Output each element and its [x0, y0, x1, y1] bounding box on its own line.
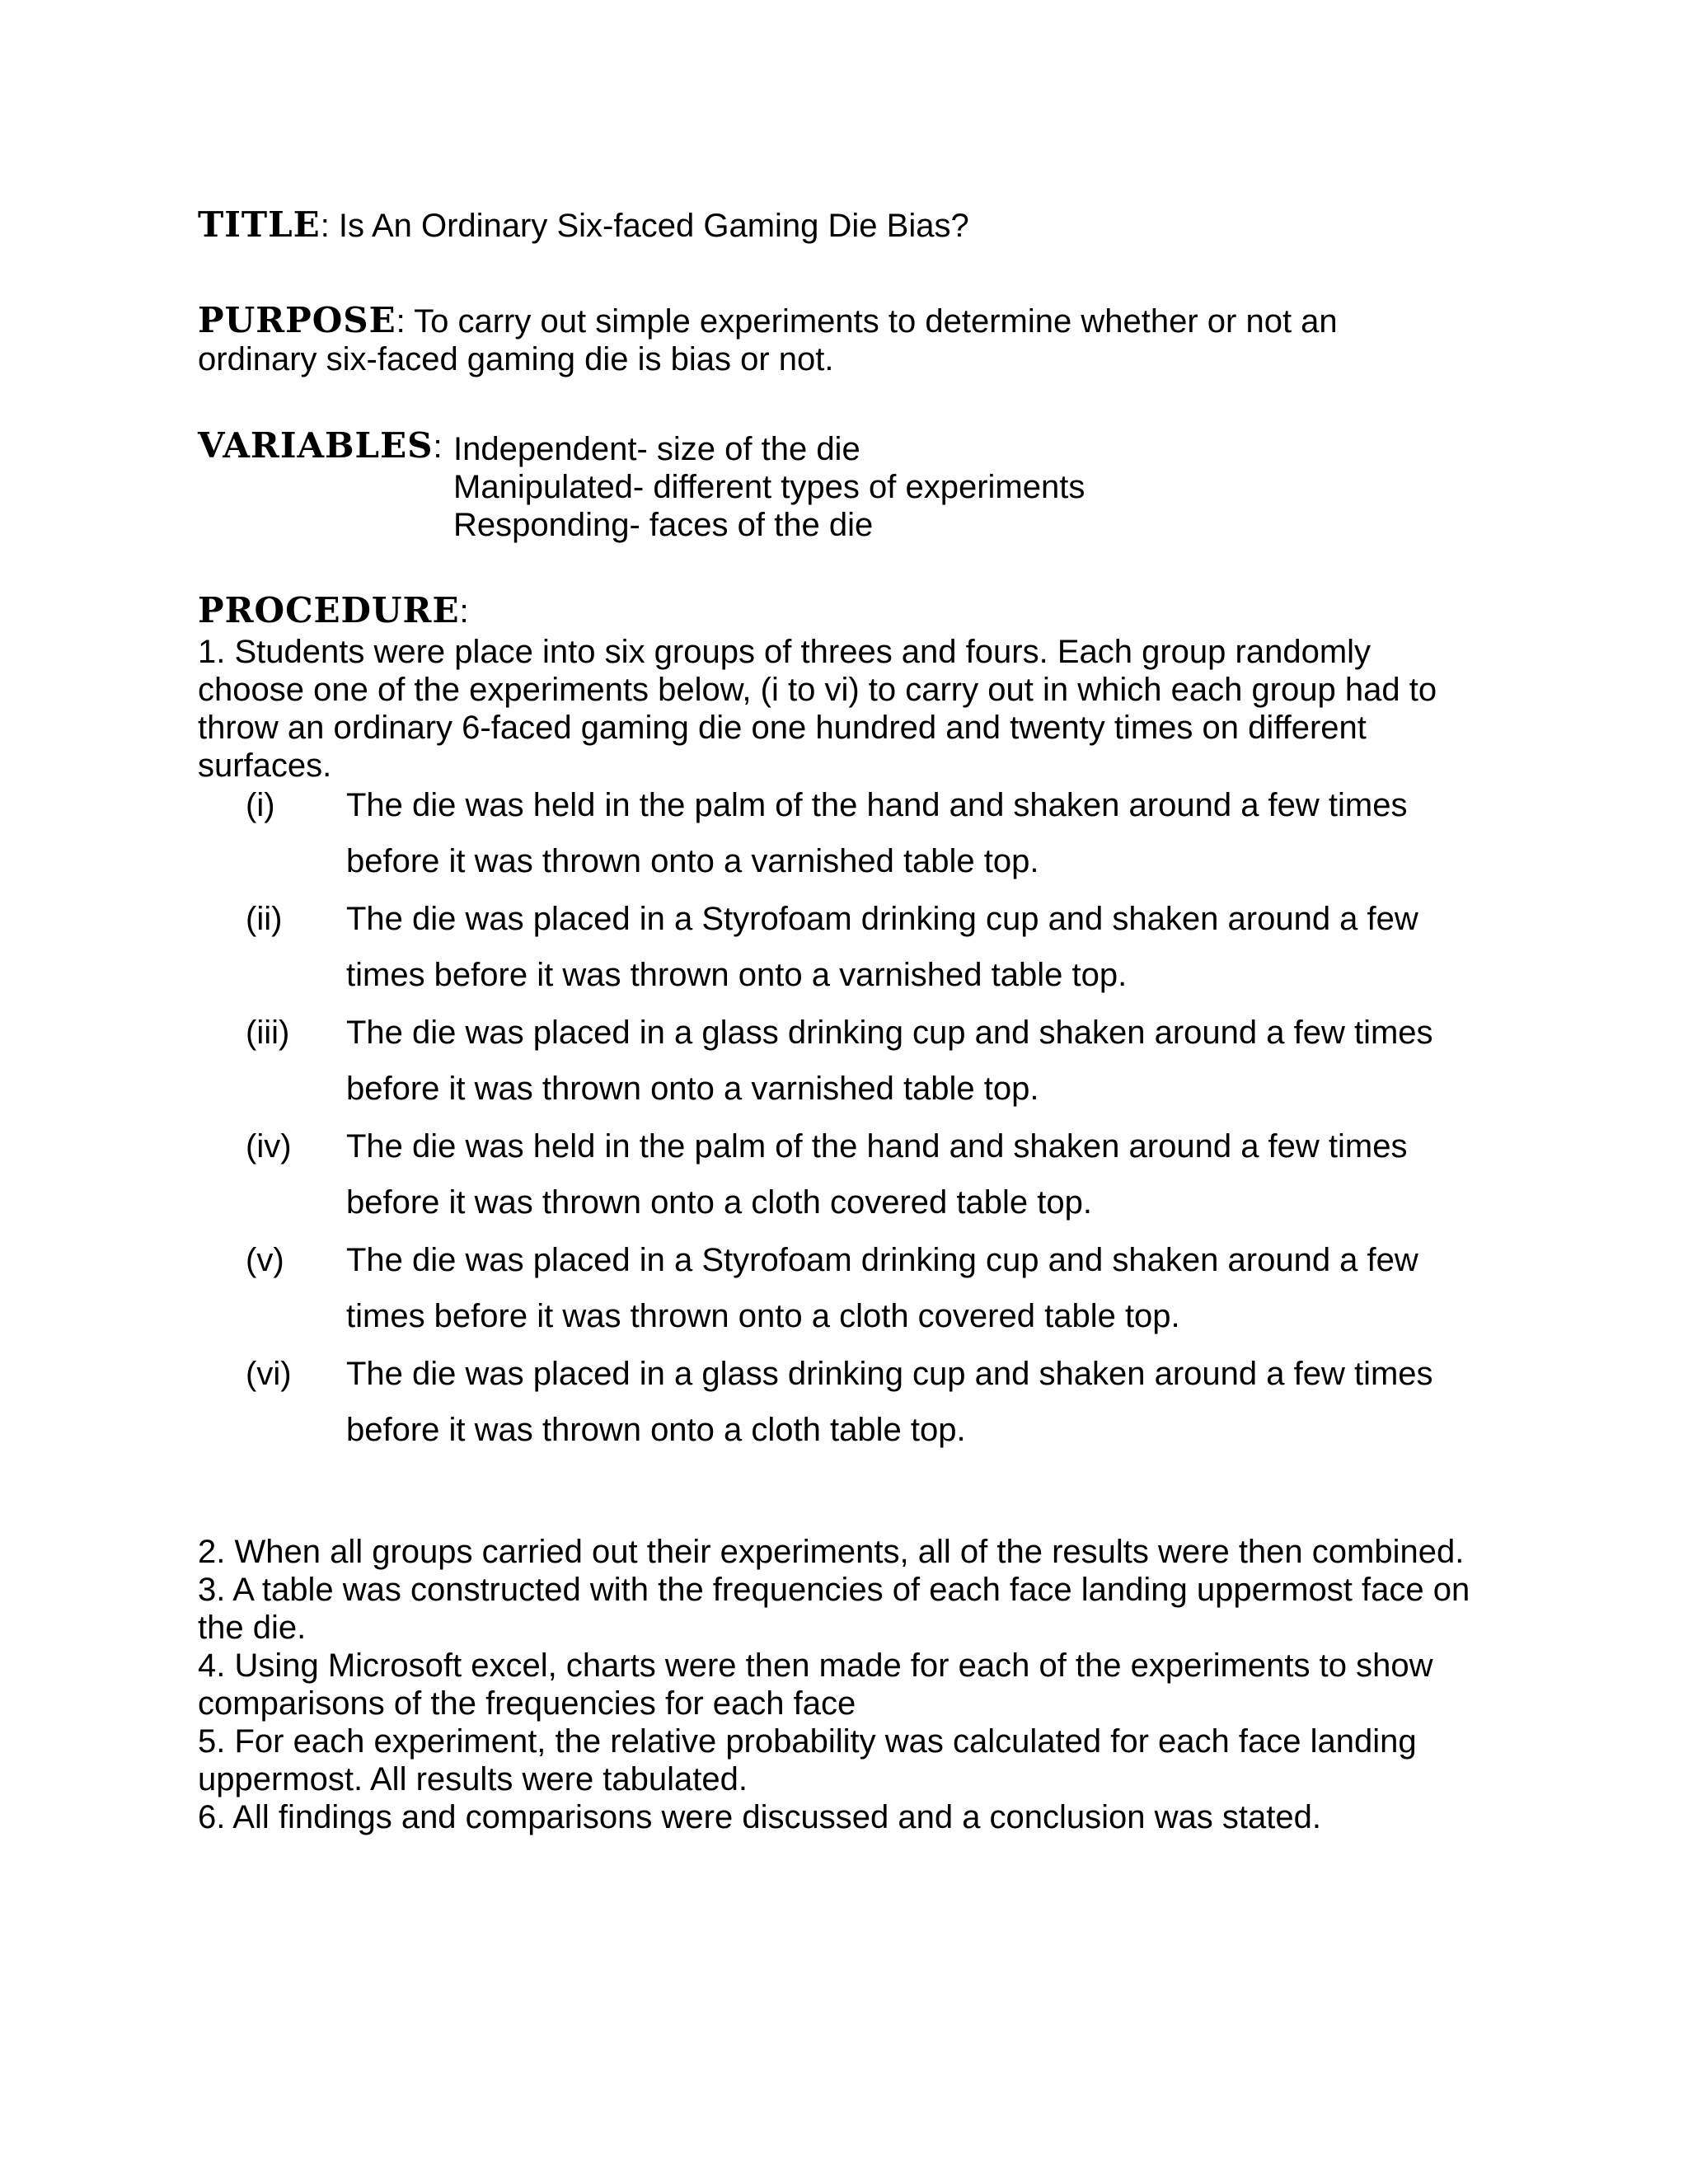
variable-responding: Responding- faces of the die: [453, 507, 874, 543]
experiment-text: The die was placed in a Styrofoam drinking cup and shaken around a few times before it was thrown onto a cloth covered table top.: [346, 1242, 1418, 1334]
variables-heading-line: [198, 427, 443, 466]
variable-manipulated: Manipulated- different types of experiments: [453, 469, 1085, 505]
title-text: : Is An Ordinary Six-faced Gaming Die Bias?: [320, 208, 969, 244]
experiment-number: (ii): [246, 901, 283, 937]
title-line: [198, 206, 969, 245]
variables-heading: VARIABLES: [198, 425, 434, 466]
experiment-number: (iv): [246, 1128, 292, 1165]
procedure-step-2: 2. When all groups carried out their experiments, all of the results were then combined.: [198, 1534, 1465, 1570]
variable-independent: Independent- size of the die: [453, 431, 860, 467]
experiment-text: The die was placed in a glass drinking cup and shaken around a few times before it was thrown onto a cloth table top.: [346, 1356, 1433, 1448]
procedure-step-6: 6. All findings and comparisons were discussed and a conclusion was stated.: [198, 1799, 1321, 1835]
purpose-text: : To carry out simple experiments to determine whether or not an ordinary six-faced gaming die is bias or not.: [198, 303, 1338, 377]
experiment-text: The die was held in the palm of the hand and shaken around a few times before it was thrown onto a cloth covered table top.: [346, 1128, 1408, 1221]
purpose-heading: PURPOSE: [198, 300, 396, 340]
title-heading: TITLE: [198, 204, 321, 245]
variables-colon: :: [433, 429, 443, 465]
experiment-text: The die was placed in a Styrofoam drinking cup and shaken around a few times before it was thrown onto a varnished table top.: [346, 901, 1418, 993]
experiment-number: (v): [246, 1242, 284, 1278]
procedure-step-1: 1. Students were place into six groups of threes and fours. Each group randomly choose one of the experiments below, (i to vi) to carry out in which each group had to throw an ordinary 6-faced gaming die one hundred and twenty times on different surfaces.: [198, 634, 1437, 784]
purpose-paragraph: [198, 302, 1459, 378]
procedure-step-5: 5. For each experiment, the relative probability was calculated for each face landing uppermost. All results were tabulated.: [198, 1723, 1417, 1797]
experiment-number: (vi): [246, 1356, 292, 1392]
procedure-heading: PROCEDURE: [198, 590, 460, 630]
experiment-number: (iii): [246, 1015, 290, 1051]
experiment-number: (i): [246, 787, 275, 823]
procedure-step-4: 4. Using Microsoft excel, charts were then made for each of the experiments to show comparisons of the frequencies for each face: [198, 1647, 1433, 1722]
procedure-step-3: 3. A table was constructed with the frequencies of each face landing uppermost face on the die.: [198, 1572, 1470, 1646]
procedure-heading-line: [198, 592, 469, 630]
experiment-text: The die was placed in a glass drinking cup and shaken around a few times before it was thrown onto a varnished table top.: [346, 1015, 1433, 1107]
experiment-text: The die was held in the palm of the hand and shaken around a few times before it was thrown onto a varnished table top.: [346, 787, 1408, 879]
procedure-colon: :: [459, 593, 469, 630]
